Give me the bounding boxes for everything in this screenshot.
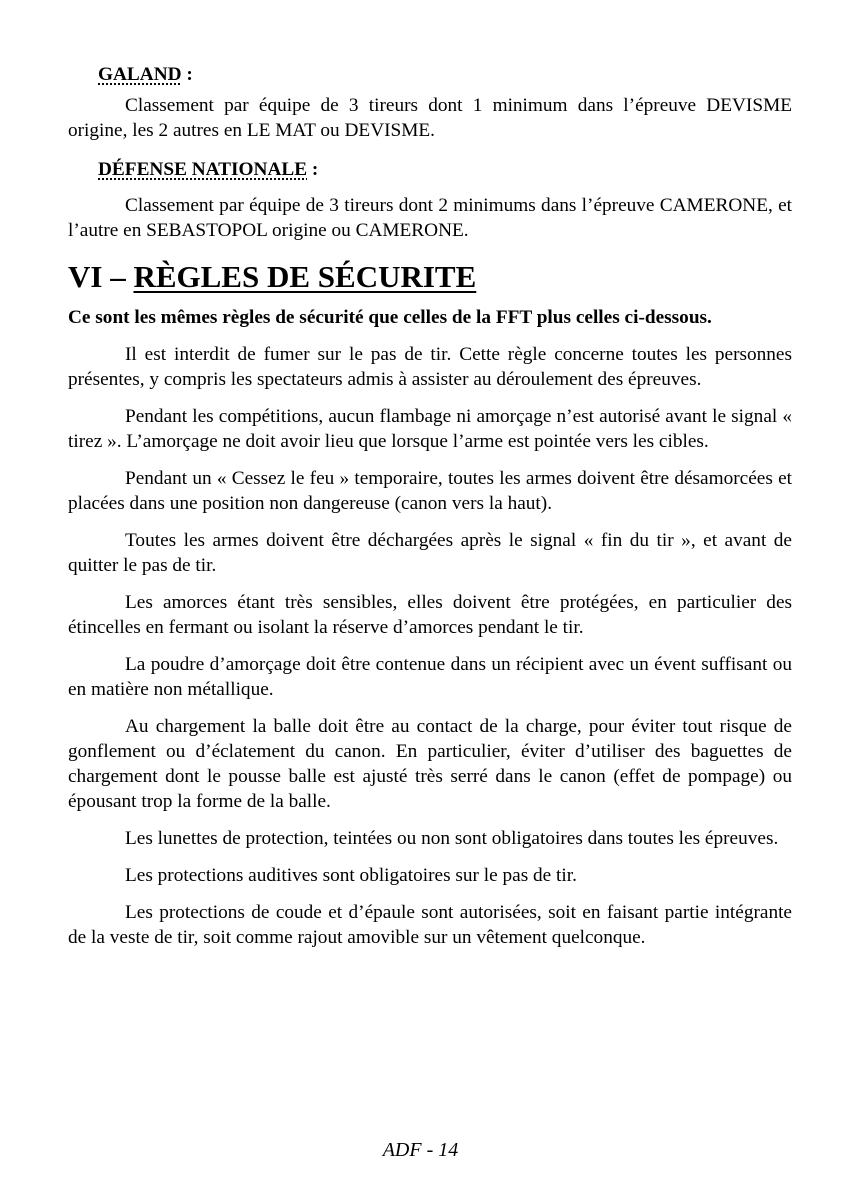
rule-paragraph: La poudre d’amorçage doit être contenue dans un récipient avec un évent suffisant ou en matière non métallique.: [68, 654, 792, 700]
rule-paragraph: Les amorces étant très sensibles, elles doivent être protégées, en particulier des étincelles en fermant ou isolant la réserve d’amorces pendant le tir.: [68, 592, 792, 638]
rule-paragraph: Pendant les compétitions, aucun flambage ni amorçage n’est autorisé avant le signal « tirez ». L’amorçage ne doit avoir lieu que lorsque l’arme est pointée vers les cibles.: [68, 406, 792, 452]
galand-heading-colon: :: [181, 64, 193, 85]
rule-paragraph: Les lunettes de protection, teintées ou non sont obligatoires dans toutes les épreuves.: [125, 828, 779, 849]
rule-paragraph: Les protections auditives sont obligatoires sur le pas de tir.: [125, 865, 577, 886]
rule-paragraph: Les protections de coude et d’épaule sont autorisées, soit en faisant partie intégrante de la veste de tir, soit comme rajout amovible sur un vêtement quelconque.: [68, 902, 792, 948]
defense-heading-text: DÉFENSE NATIONALE: [98, 159, 308, 180]
section-number: VI –: [68, 259, 134, 294]
section-title-text: RÈGLES DE SÉCURITE: [133, 259, 477, 294]
page-content: [68, 62, 792, 950]
defense-heading: [98, 157, 792, 182]
rule-paragraph: Au chargement la balle doit être au contact de la charge, pour éviter tout risque de gonflement ou d’éclatement du canon. En particulier, éviter d’utiliser des baguettes de chargement dont le pousse balle est ajusté très serré dans le canon (effet de pompage) ou épousant trop la forme de la balle.: [68, 716, 792, 812]
page-footer: ADF - 14: [382, 1139, 459, 1161]
galand-heading-text: GALAND: [98, 64, 182, 85]
section-title: [68, 257, 792, 297]
rule-paragraph: Toutes les armes doivent être déchargées après le signal « fin du tir », et avant de quitter le pas de tir.: [68, 530, 792, 576]
defense-heading-colon: :: [307, 159, 319, 180]
galand-paragraph: Classement par équipe de 3 tireurs dont 1 minimum dans l’épreuve DEVISME origine, les 2 autres en LE MAT ou DEVISME.: [68, 95, 792, 141]
rule-paragraph: Il est interdit de fumer sur le pas de tir. Cette règle concerne toutes les personnes présentes, y compris les spectateurs admis à assister au déroulement des épreuves.: [68, 344, 792, 390]
defense-paragraph: Classement par équipe de 3 tireurs dont 2 minimums dans l’épreuve CAMERONE, et l’autre en SEBASTOPOL origine ou CAMERONE.: [68, 195, 792, 241]
galand-heading: [98, 62, 792, 87]
rule-paragraph: Pendant un « Cessez le feu » temporaire, toutes les armes doivent être désamorcées et placées dans une position non dangereuse (canon vers la haut).: [68, 468, 792, 514]
section-lead: Ce sont les mêmes règles de sécurité que celles de la FFT plus celles ci-dessous.: [68, 307, 712, 328]
